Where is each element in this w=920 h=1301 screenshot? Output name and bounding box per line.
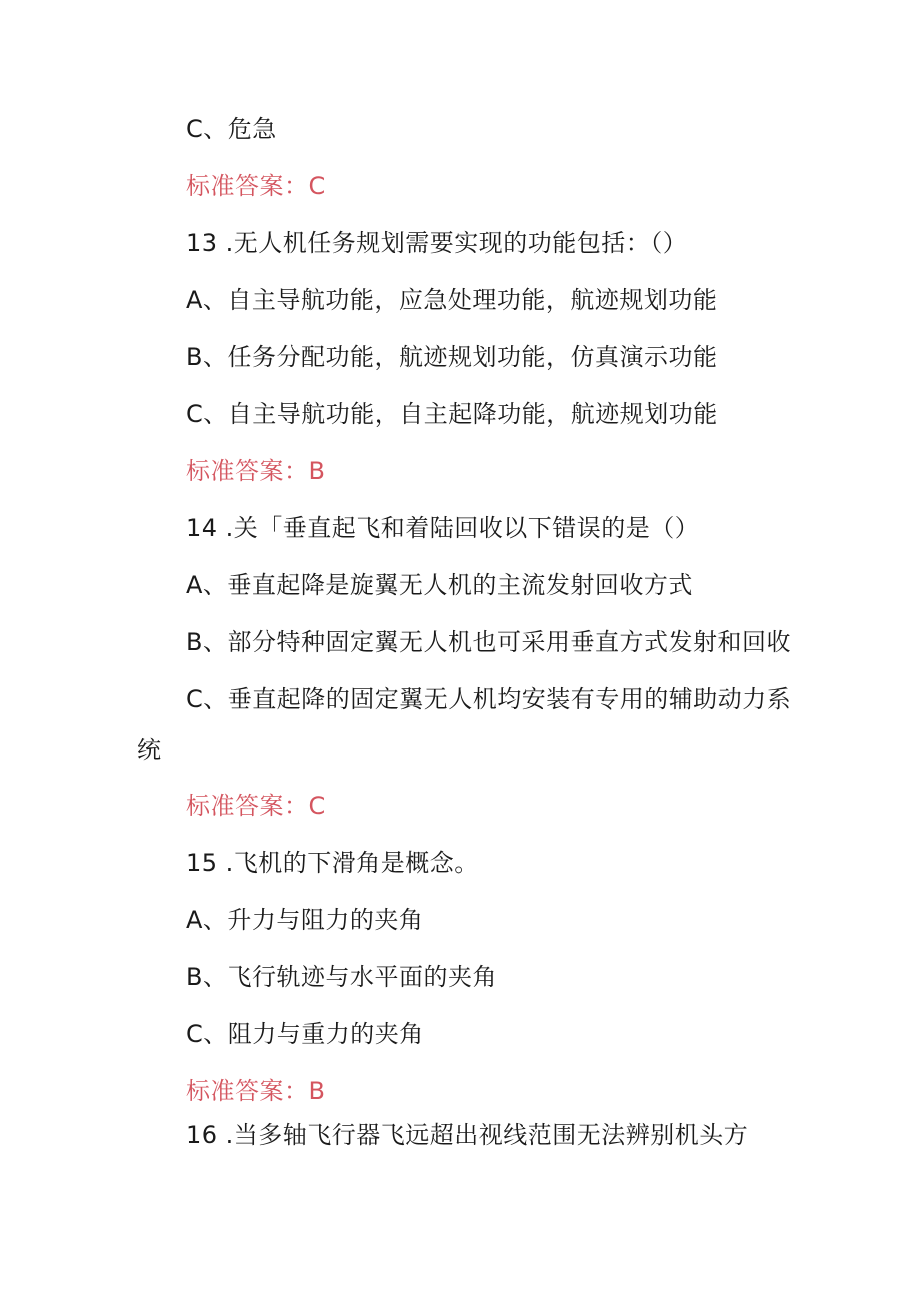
question-14: 14 .关「垂直起飞和着陆回收以下错误的是（） <box>186 514 700 542</box>
option-a-q14: A、垂直起降是旋翼无人机的主流发射回收方式 <box>186 571 693 599</box>
question-13: 13 .无人机任务规划需要实现的功能包括：（） <box>186 229 688 257</box>
option-c-q13: C、自主导航功能，自主起降功能，航迹规划功能 <box>186 400 718 428</box>
option-a-q13: A、自主导航功能，应急处理功能，航迹规划功能 <box>186 286 718 314</box>
answer-q12: 标准答案：C <box>186 172 326 200</box>
option-c-q12: C、危急 <box>186 115 277 143</box>
question-16: 16 .当多轴飞行器飞远超出视线范围无法辨别机头方 <box>186 1121 749 1149</box>
answer-q14: 标准答案：C <box>186 792 326 820</box>
option-b-q13: B、任务分配功能，航迹规划功能，仿真演示功能 <box>186 343 718 371</box>
option-a-q15: A、升力与阻力的夹角 <box>186 906 424 934</box>
answer-q13: 标准答案：B <box>186 457 326 485</box>
option-c-q15: C、阻力与重力的夹角 <box>186 1020 424 1048</box>
option-b-q15: B、飞行轨迹与水平面的夹角 <box>186 963 497 991</box>
option-c-q14-continued: 统 <box>137 736 162 764</box>
question-15: 15 .飞机的下滑角是概念。 <box>186 849 479 877</box>
answer-q15: 标准答案：B <box>186 1077 326 1105</box>
option-b-q14: B、部分特种固定翼无人机也可采用垂直方式发射和回收 <box>186 628 791 656</box>
option-c-q14: C、垂直起降的固定翼无人机均安装有专用的辅助动力系 <box>186 685 792 713</box>
